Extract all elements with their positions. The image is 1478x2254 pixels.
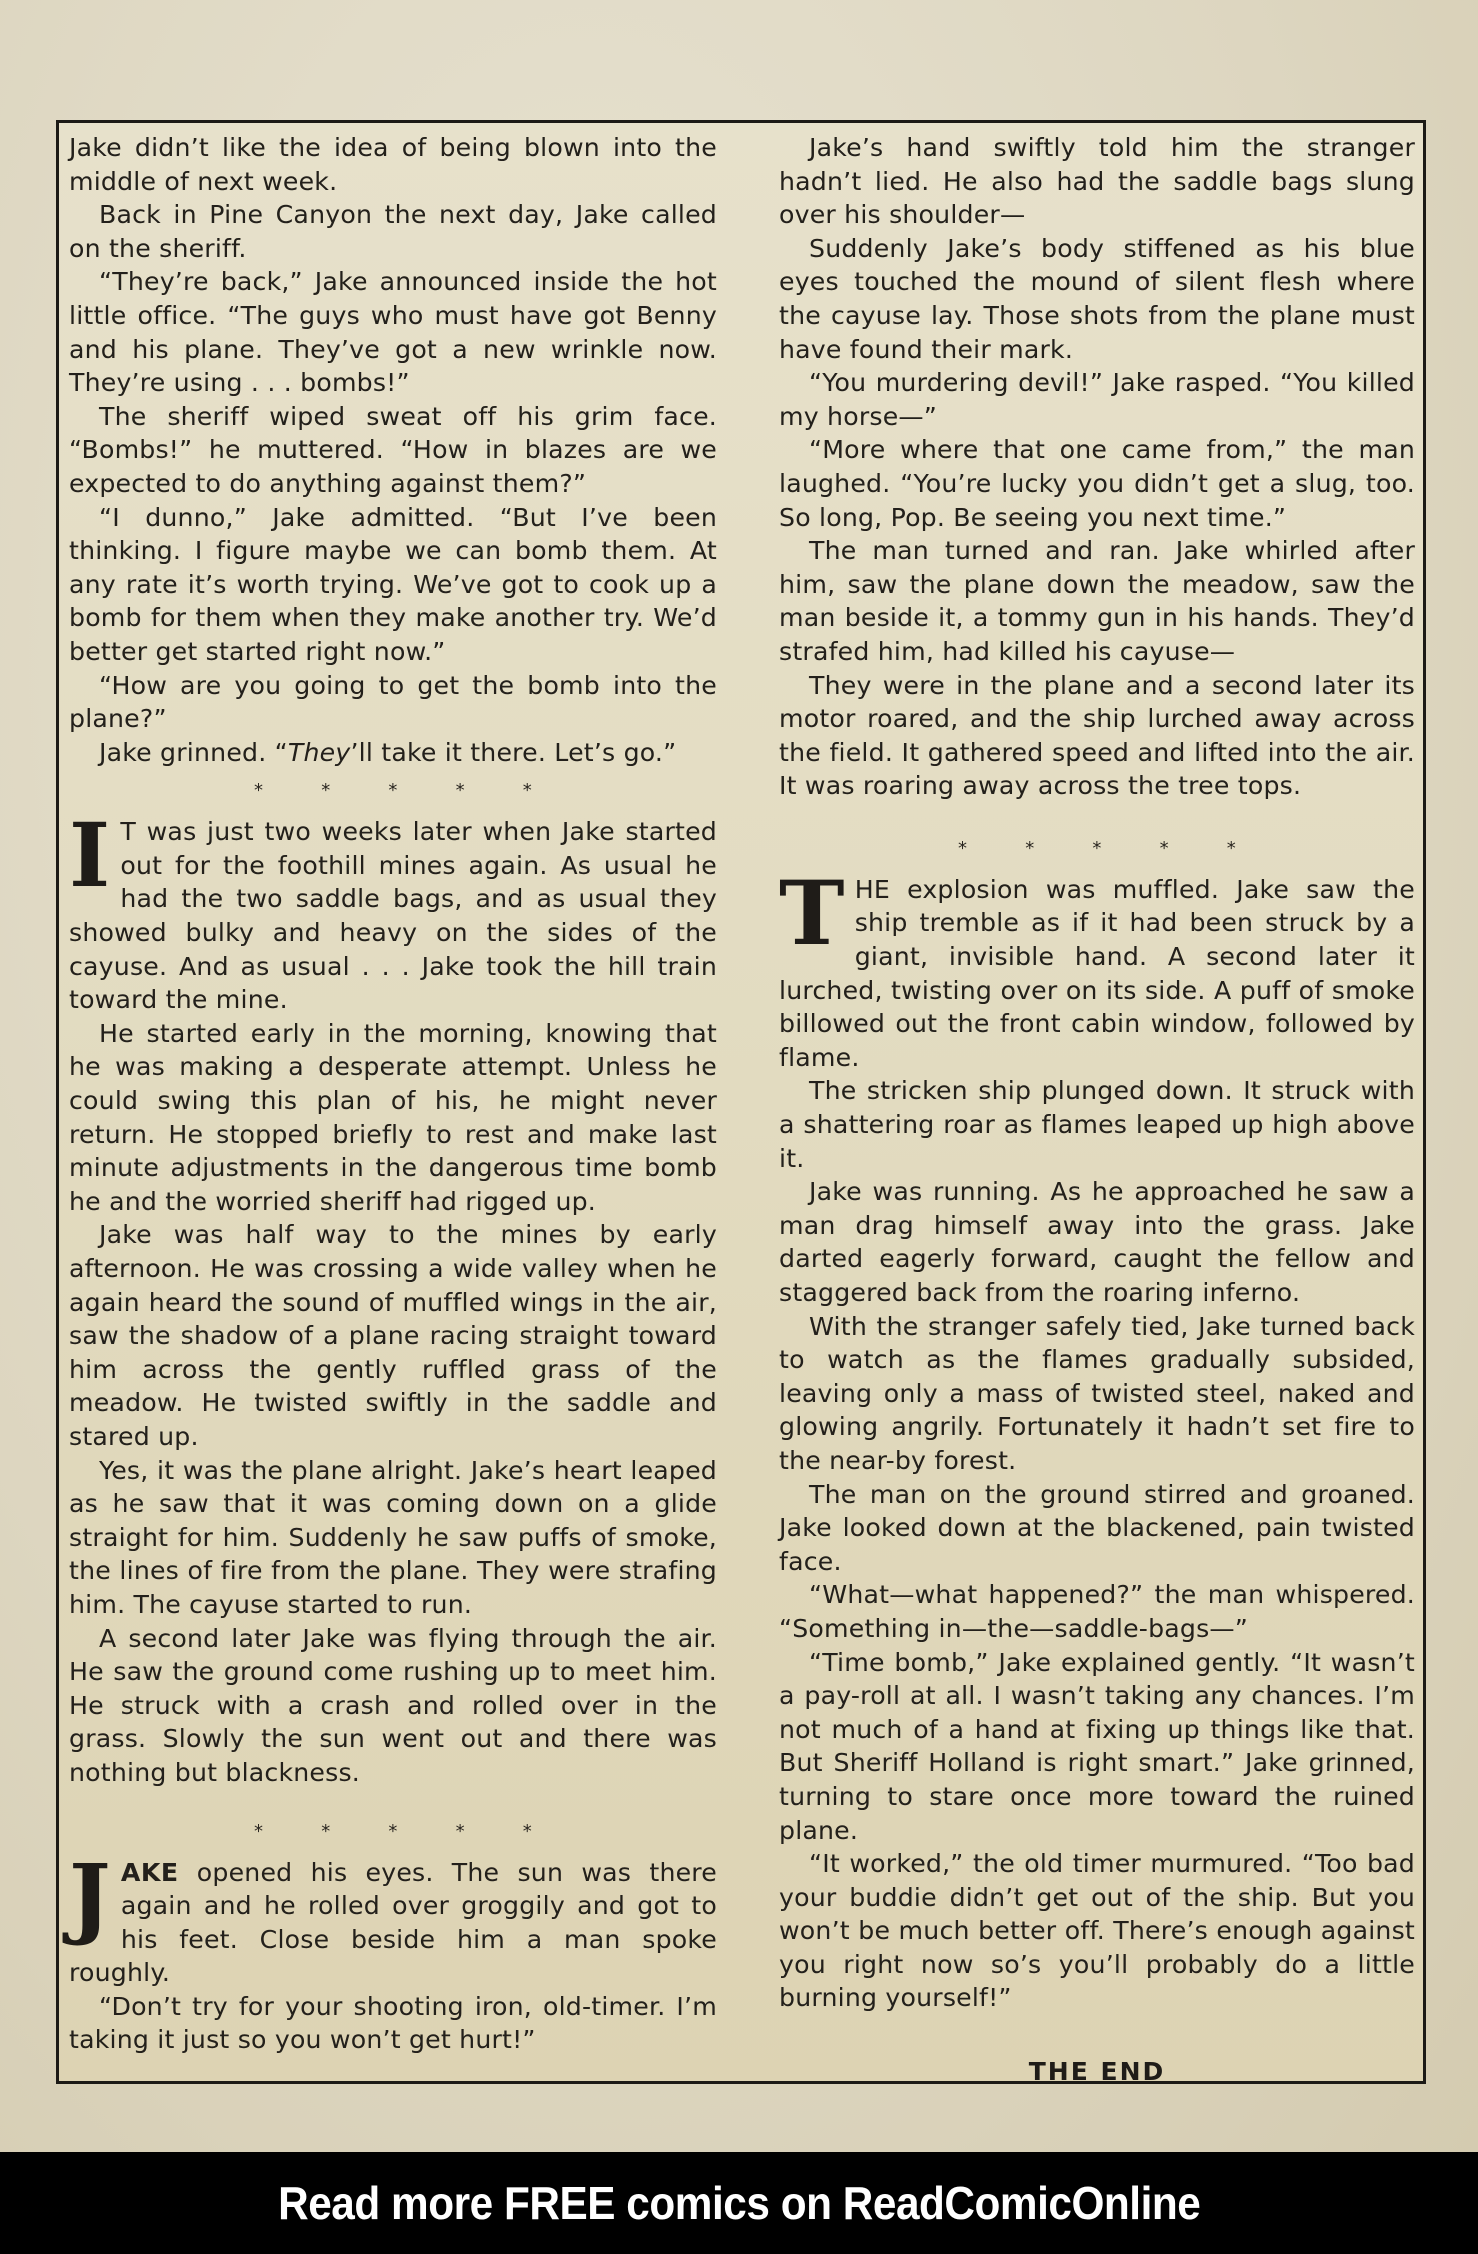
the-end-label: THE END	[1028, 2057, 1166, 2087]
paragraph: “Don’t try for your shooting iron, old-timer. I’m taking it just so you won’t get hurt!”	[69, 1991, 717, 2055]
drop-cap: J	[69, 1843, 111, 1948]
text-span: opened his eyes. The sun was there again and he rolled over groggily and got to his feet. Close beside him a man spoke roughly.	[69, 1857, 717, 1988]
paragraph: They were in the plane and a second later its motor roared, and the ship lurched away across the field. It gathered speed and lifted into the air. It was roaring away across the tree tops.	[779, 670, 1415, 801]
drop-cap: T	[779, 860, 845, 965]
text-frame	[56, 120, 1426, 2087]
paragraph: “You murdering devil!” Jake rasped. “You killed my horse—”	[779, 368, 1415, 431]
paragraph: The stricken ship plunged down. It struck with a shattering roar as flames leaped up high above it.	[779, 1076, 1415, 1173]
asterisk-icon: *	[1092, 837, 1102, 859]
section-separator	[779, 829, 1415, 873]
asterisk-icon: *	[522, 1820, 532, 1842]
paragraph: The man turned and ran. Jake whirled after him, saw the plane down the meadow, saw the man beside it, a tommy gun in his hands. They’d strafed him, had killed his cayuse—	[779, 536, 1415, 666]
section-separator	[69, 771, 717, 815]
asterisk-icon: *	[321, 1820, 331, 1842]
drop-cap: I	[69, 803, 111, 908]
section-separator	[69, 1812, 717, 1856]
text-span: HE explosion was muffled. Jake saw the ship tremble as if it had been struck by a giant, invisible hand. A second later it lurched, twisting over on its side. A puff of smoke billowed out the front cabin window, followed by flame.	[779, 874, 1415, 1072]
paragraph: The man on the ground stirred and groaned. Jake looked down at the blackened, pain twisted face.	[779, 1479, 1415, 1576]
paragraph: He started early in the morning, knowing that he was making a desperate attempt. Unless he could swing this plan of his, he might never return. He stopped briefly to rest and make last minute adjustments in the dangerous time bomb he and the worried sheriff had rigged up.	[69, 1018, 717, 1216]
asterisk-icon: *	[522, 780, 532, 802]
paragraph: Jake was running. As he approached he saw a man drag himself away into the grass. Jake darted eagerly forward, caught the fellow and staggered back from the roaring inferno.	[779, 1177, 1415, 1307]
paragraph: Yes, it was the plane alright. Jake’s heart leaped as he saw that it was coming down on a glide straight for him. Suddenly he saw puffs of smoke, the lines of fire from the plane. They were strafing him. The cayuse started to run.	[69, 1455, 717, 1619]
promo-banner-link[interactable]: Read more FREE comics on ReadComicOnline	[277, 2177, 1201, 2229]
paragraph: “They’re back,” Jake announced inside the hot little office. “The guys who must have got Benny and his plane. They’ve got a new wrinkle now. They’re using . . . bombs!”	[69, 267, 717, 398]
paragraph: “Time bomb,” Jake explained gently. “It wasn’t a pay-roll at all. I wasn’t taking any chances. I’m not much of a hand at fixing up things like that. But Sheriff Holland is right smart.” Jake grinned, turning to stare once more toward the ruined plane.	[779, 1647, 1415, 1845]
lead-caps: AKE	[120, 1857, 179, 1887]
section-lead-paragraph	[779, 860, 1415, 1075]
asterisk-icon: *	[455, 1820, 465, 1842]
asterisk-icon: *	[253, 1820, 264, 1842]
section-lead-paragraph	[69, 803, 717, 1017]
right-column	[779, 131, 1415, 2089]
asterisk-icon: *	[253, 780, 264, 802]
asterisk-icon: *	[1159, 837, 1169, 859]
paragraph: A second later Jake was flying through the air. He saw the ground come rushing up to meet him. He struck with a crash and rolled over in the grass. Slowly the sun went out and there was nothing but blackness.	[69, 1623, 717, 1787]
paragraph: “How are you going to get the bomb into the plane?”	[69, 670, 717, 734]
asterisk-icon: *	[388, 1820, 398, 1842]
paragraph: With the stranger safely tied, Jake turned back to watch as the flames gradually subsided, leaving only a mass of twisted steel, naked and glowing angrily. Fortunately it hadn’t set fire to the near-by forest.	[779, 1311, 1415, 1475]
paragraph: “What—what happened?” the man whispered. “Something in—the—saddle-bags—”	[779, 1580, 1415, 1643]
asterisk-icon: *	[455, 780, 465, 802]
paragraph: The sheriff wiped sweat off his grim face. “Bombs!” he muttered. “How in blazes are we expected to do anything against them?”	[69, 401, 717, 498]
paragraph: Jake was half way to the mines by early afternoon. He was crossing a wide valley when he again heard the sound of muffled wings in the air, saw the shadow of a plane racing straight toward him across the gently ruffled grass of the meadow. He twisted swiftly in the saddle and stared up.	[69, 1220, 717, 1451]
asterisk-icon: *	[1226, 837, 1236, 859]
asterisk-icon: *	[1025, 837, 1035, 859]
left-column	[69, 131, 717, 2057]
paragraph: Suddenly Jake’s body stiffened as his blue eyes touched the mound of silent flesh where the cayuse lay. Those shots from the plane must have found their mark.	[779, 233, 1415, 364]
italic-emphasis: They	[287, 737, 351, 767]
paragraph: Back in Pine Canyon the next day, Jake called on the sheriff.	[69, 200, 717, 263]
paragraph: Jake didn’t like the idea of being blown into the middle of next week.	[69, 133, 717, 196]
asterisk-icon: *	[321, 780, 331, 802]
paragraph: Jake’s hand swiftly told him the stranger hadn’t lied. He also had the saddle bags slung over his shoulder—	[779, 133, 1415, 230]
paragraph-grin	[69, 736, 717, 770]
paragraph: “It worked,” the old timer murmured. “Too bad your buddie didn’t get out of the ship. But you won’t be much better off. There’s enough against you right now so’s you’ll probably do a little burning yourself!”	[779, 1849, 1415, 2013]
paragraph: “More where that one came from,” the man laughed. “You’re lucky you didn’t get a slug, too. So long, Pop. Be seeing you next time.”	[779, 435, 1415, 532]
asterisk-icon: *	[957, 837, 968, 859]
text-span: Jake grinned. “	[99, 737, 288, 767]
promo-banner[interactable]	[0, 2152, 1478, 2254]
text-span: T was just two weeks later when Jake started out for the foothill mines again. As usual he had the two saddle bags, and as usual they showed bulky and heavy on the sides of the cayuse. And as usual . . . Jake took the hill train toward the mine.	[69, 817, 717, 1015]
asterisk-icon: *	[388, 780, 398, 802]
paragraph: “I dunno,” Jake admitted. “But I’ve been thinking. I figure maybe we can bomb them. At any rate it’s worth trying. We’ve got to cook up a bomb for them when they make another try. We’d better get started right now.”	[69, 502, 717, 666]
section-lead-paragraph	[69, 1843, 717, 1990]
text-span: ’ll take it there. Let’s go.”	[350, 737, 677, 767]
